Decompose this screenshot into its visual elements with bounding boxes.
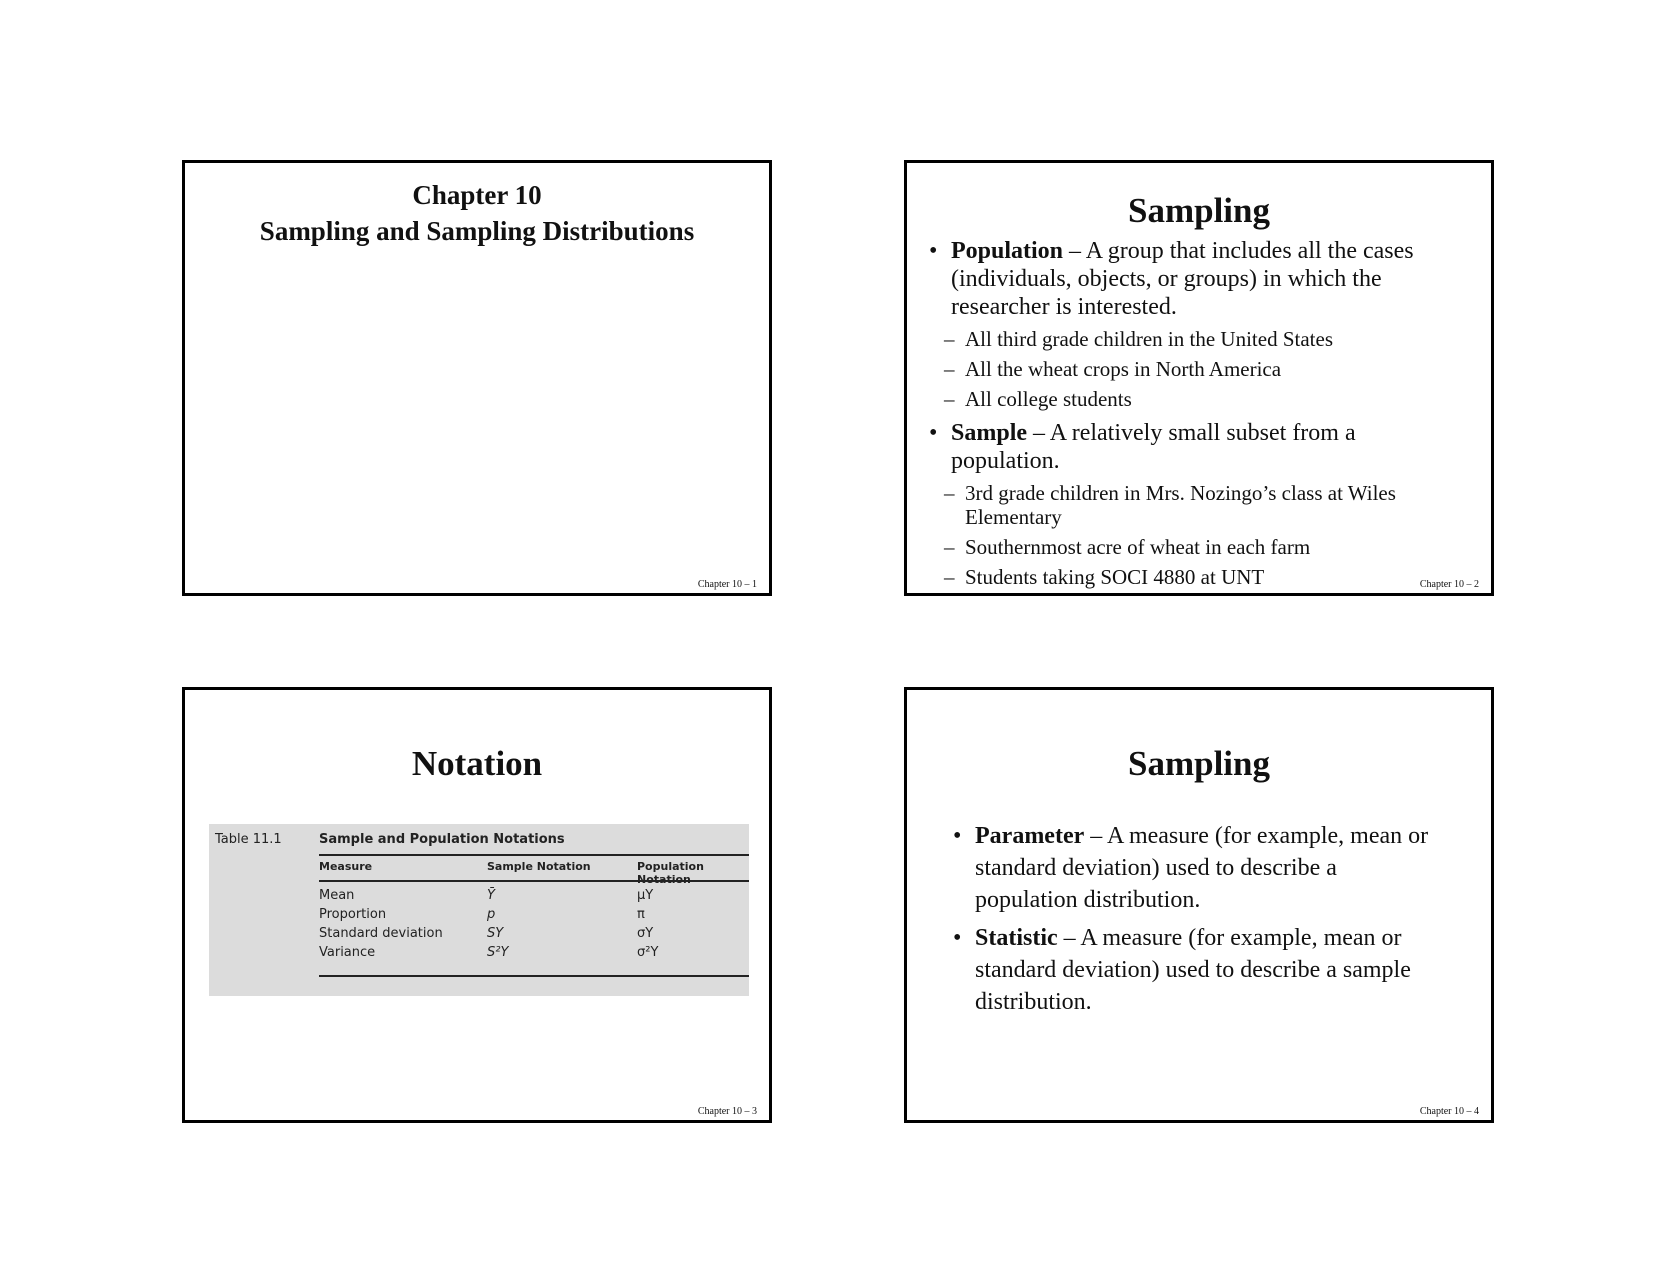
cell: μY: [637, 888, 654, 903]
bullet-item: [927, 419, 1467, 475]
title-line-2: Sampling and Sampling Distributions: [259, 216, 695, 246]
sub-text: All college students: [965, 387, 1132, 411]
term: Population: [951, 238, 1064, 264]
slide-title: Notation: [411, 744, 543, 783]
table-row: [319, 926, 749, 945]
divider: [319, 975, 749, 977]
table-caption: Sample and Population Notations: [319, 832, 565, 847]
slide-2: [904, 160, 1494, 596]
slide-1: [182, 160, 772, 596]
bullet-item: [951, 820, 1431, 916]
table-label: Table 11.1: [215, 832, 282, 847]
slide-3: [182, 687, 772, 1123]
sub-bullet: – All college students: [944, 387, 1132, 411]
divider: [319, 854, 749, 856]
cell: Variance: [319, 945, 376, 960]
sub-bullet: – Students taking SOCI 4880 at UNT: [944, 565, 1265, 589]
header-cell: Measure: [319, 860, 373, 873]
divider: [319, 880, 749, 882]
sub-text: All third grade children in the United States: [965, 327, 1333, 351]
notation-table: [209, 824, 749, 996]
slide-footer: Chapter 10 – 4: [1419, 1106, 1479, 1117]
definition: – A measure (for example, mean or standard deviation) used to describe a sample distribution.: [975, 925, 1411, 1015]
sub-bullet: – All the wheat crops in North America: [944, 357, 1282, 381]
table-header: [319, 860, 749, 879]
sub-bullet: – All third grade children in the United States: [944, 327, 1333, 351]
cell: Standard deviation: [319, 926, 443, 941]
cell: Mean: [319, 888, 355, 903]
slide-4: [904, 687, 1494, 1123]
slide-footer: Chapter 10 – 3: [697, 1106, 757, 1117]
cell: S²Y: [487, 945, 509, 960]
table-row: [319, 888, 749, 907]
slide-title: [185, 177, 769, 249]
cell: σ²Y: [637, 945, 659, 960]
bullet-item: [927, 237, 1467, 321]
definition: – A measure (for example, mean or standard deviation) used to describe a population distribution.: [975, 823, 1429, 913]
slide-footer: Chapter 10 – 2: [1419, 579, 1479, 590]
header-cell: Population: [637, 860, 704, 873]
bullet-item: [951, 922, 1431, 1018]
cell: SY: [487, 926, 504, 941]
bullet-list: [927, 237, 1467, 589]
sub-bullet: – 3rd grade children in Mrs. Nozingo’s class at Wiles Elementary: [944, 481, 1396, 529]
term: Parameter: [975, 823, 1085, 849]
cell: Ȳ: [487, 888, 495, 903]
term: Sample: [951, 420, 1028, 446]
bullet-list: [951, 820, 1431, 1024]
cell: σY: [637, 926, 654, 941]
sub-text: 3rd grade children in Mrs. Nozingo’s class at Wiles Elementary: [965, 481, 1396, 529]
sub-text: Students taking SOCI 4880 at UNT: [965, 565, 1265, 589]
slide-title: Sampling: [1128, 744, 1270, 783]
sub-text: All the wheat crops in North America: [965, 357, 1282, 381]
cell: π: [637, 907, 645, 922]
cell: p: [487, 907, 496, 922]
definition: – A group that includes all the cases (individuals, objects, or groups) in which the researcher is interested.: [951, 238, 1414, 320]
header-cell: Sample Notation: [487, 860, 591, 873]
sub-text: Southernmost acre of wheat in each farm: [965, 535, 1311, 559]
term: Statistic: [975, 925, 1058, 951]
slide-title: Sampling: [1128, 191, 1270, 230]
table-row: [319, 907, 749, 926]
title-line-1: Chapter 10: [412, 180, 542, 210]
definition: – A relatively small subset from a population.: [951, 420, 1356, 474]
cell: Proportion: [319, 907, 387, 922]
table-row: [319, 945, 749, 964]
sub-bullet: – Southernmost acre of wheat in each farm: [944, 535, 1311, 559]
slide-footer: Chapter 10 – 1: [697, 579, 757, 590]
